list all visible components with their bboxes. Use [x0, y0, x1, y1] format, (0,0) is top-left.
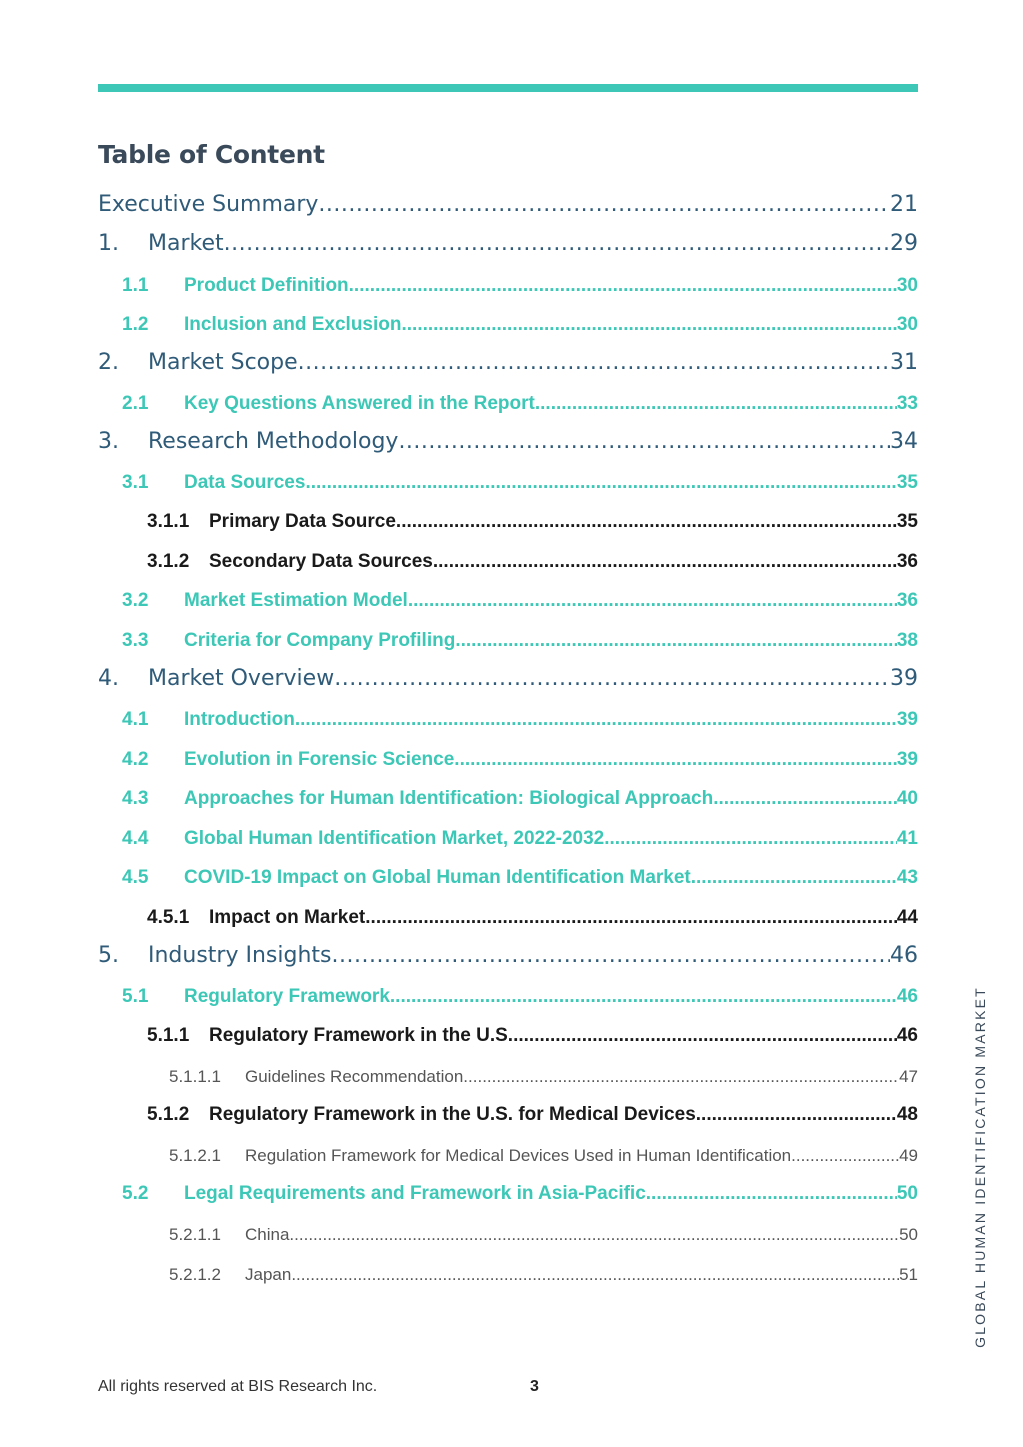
toc-entry-title: Introduction	[184, 709, 295, 730]
toc-entry-number: 2.1	[122, 393, 149, 414]
toc-leader-dots	[398, 429, 890, 454]
toc-entry-page: 35	[896, 511, 918, 532]
toc-entry[interactable]	[98, 231, 918, 256]
toc-leader-dots	[696, 1104, 897, 1126]
toc-leader-dots	[401, 314, 896, 336]
toc-leader-dots	[390, 986, 897, 1008]
toc-entry[interactable]	[169, 1225, 918, 1245]
toc-leader-dots	[318, 192, 890, 217]
toc-entry-number: 5.2	[122, 1183, 149, 1204]
toc-entry-page: 43	[896, 867, 918, 888]
toc-entry-number: 3.1	[122, 472, 149, 493]
toc-entry-number: 4.3	[122, 788, 149, 809]
toc-leader-dots	[463, 1067, 899, 1087]
toc-entry-title: Inclusion and Exclusion	[184, 314, 402, 335]
toc-entry-page: 46	[896, 1025, 918, 1046]
footer-copyright: All rights reserved at BIS Research Inc.	[98, 1378, 378, 1395]
toc-entry[interactable]	[98, 350, 918, 375]
toc-entry-title: Industry Insights	[148, 943, 332, 968]
toc-entry-page: 44	[896, 907, 918, 928]
toc-entry[interactable]	[122, 314, 918, 336]
toc-entry-title: Regulatory Framework in the U.S. for Medical Devices	[209, 1104, 696, 1125]
toc-entry-number: 3.	[98, 429, 119, 454]
toc-leader-dots	[224, 231, 890, 256]
toc-entry-title: Key Questions Answered in the Report	[184, 393, 535, 414]
toc-entry-page: 40	[896, 788, 918, 809]
toc-entry-title: Regulatory Framework	[184, 986, 390, 1007]
toc-entry-number: 5.1	[122, 986, 149, 1007]
toc-entry[interactable]	[122, 630, 918, 652]
toc-entry-number: 4.2	[122, 749, 149, 770]
toc-leader-dots	[604, 828, 897, 850]
toc-entry-page: 46	[896, 986, 918, 1007]
toc-entry-page: 48	[896, 1104, 918, 1125]
toc-entry-number: 4.1	[122, 709, 149, 730]
toc-leader-dots	[455, 630, 897, 652]
toc-entry[interactable]	[122, 709, 918, 731]
toc-entry-number: 4.5	[122, 867, 149, 888]
toc-entry[interactable]	[169, 1146, 918, 1166]
toc-leader-dots	[713, 788, 897, 810]
toc-entry-title: Approaches for Human Identification: Biological Approach	[184, 788, 714, 809]
toc-leader-dots	[305, 472, 896, 494]
toc-entry-title: Product Definition	[184, 275, 349, 296]
toc-leader-dots	[791, 1146, 899, 1166]
toc-entry-page: 39	[896, 709, 918, 730]
toc-entry[interactable]	[147, 1104, 918, 1126]
toc-entry-page: 36	[896, 590, 918, 611]
toc-entry[interactable]	[122, 393, 918, 415]
toc-entry[interactable]	[147, 1025, 918, 1047]
toc-entry[interactable]	[169, 1067, 918, 1087]
toc-leader-dots	[408, 590, 897, 612]
toc-entry-title: Evolution in Forensic Science	[184, 749, 455, 770]
toc-entry-number: 4.	[98, 666, 119, 691]
toc-entry-page: 30	[896, 314, 918, 335]
toc-entry[interactable]	[122, 472, 918, 494]
toc-entry-number: 3.3	[122, 630, 149, 651]
toc-entry-page: 51	[899, 1265, 918, 1284]
toc-entry[interactable]	[98, 192, 918, 217]
toc-entry-page: 50	[899, 1225, 918, 1244]
toc-entry-number: 4.5.1	[147, 907, 190, 928]
toc-entry-page: 35	[896, 472, 918, 493]
toc-leader-dots	[646, 1183, 897, 1205]
toc-entry-number: 3.2	[122, 590, 149, 611]
toc-entry-page: 30	[896, 275, 918, 296]
toc-entry-number: 1.1	[122, 275, 149, 296]
toc-leader-dots	[295, 709, 897, 731]
toc-entry[interactable]	[122, 1183, 918, 1205]
toc-entry-title: Primary Data Source	[209, 511, 396, 532]
toc-entry-page: 39	[896, 749, 918, 770]
toc-entry[interactable]	[98, 666, 918, 691]
side-report-label: GLOBAL HUMAN IDENTIFICATION MARKET	[972, 986, 988, 1348]
toc-entry-title: Regulation Framework for Medical Devices Used in Human Identification	[245, 1146, 792, 1165]
toc-entry-page: 21	[890, 192, 918, 217]
toc-entry-title: Research Methodology	[148, 429, 399, 454]
toc-leader-dots	[691, 867, 897, 889]
toc-entry-page: 36	[896, 551, 918, 572]
toc-entry[interactable]	[122, 867, 918, 889]
toc-entry-title: Impact on Market	[209, 907, 366, 928]
toc-entry-page: 39	[890, 666, 918, 691]
toc-entry-page: 38	[896, 630, 918, 651]
toc-entry-title: Market	[148, 231, 224, 256]
toc-entry-number: 3.1.1	[147, 511, 190, 532]
toc-entry-number: 3.1.2	[147, 551, 190, 572]
toc-entry-title: Legal Requirements and Framework in Asia-Pacific	[184, 1183, 646, 1204]
toc-entry[interactable]	[147, 907, 918, 929]
toc-leader-dots	[454, 749, 897, 771]
toc-entry[interactable]	[98, 429, 918, 454]
toc-entry-page: 47	[899, 1067, 918, 1086]
toc-leader-dots	[332, 943, 891, 968]
toc-entry-title: China	[245, 1225, 290, 1244]
toc-entry-number: 4.4	[122, 828, 149, 849]
toc-entry-page: 29	[890, 231, 918, 256]
toc-entry-number: 5.2.1.2	[169, 1265, 221, 1284]
toc-leader-dots	[291, 1265, 899, 1285]
toc-leader-dots	[433, 551, 897, 573]
toc-entry-number: 5.1.2	[147, 1104, 190, 1125]
toc-entry[interactable]	[147, 511, 918, 533]
toc-leader-dots	[396, 511, 897, 533]
toc-entry-page: 31	[890, 350, 918, 375]
toc-leader-dots	[365, 907, 897, 929]
toc-entry[interactable]	[122, 749, 918, 771]
toc-entry-number: 5.1.2.1	[169, 1146, 221, 1165]
toc-entry-title: COVID-19 Impact on Global Human Identification Market	[184, 867, 691, 888]
toc-entry-title: Global Human Identification Market, 2022-2032	[184, 828, 605, 849]
toc-entry[interactable]	[122, 590, 918, 612]
toc-leader-dots	[289, 1225, 899, 1245]
toc-entry-title: Data Sources	[184, 472, 306, 493]
toc-entry-title: Regulatory Framework in the U.S	[209, 1025, 508, 1046]
toc-entry-page: 49	[899, 1146, 918, 1165]
toc-leader-dots	[349, 275, 897, 297]
toc-entry-page: 41	[896, 828, 918, 849]
toc-leader-dots	[535, 393, 897, 415]
toc-entry[interactable]	[122, 788, 918, 810]
toc-entry-title: Guidelines Recommendation	[245, 1067, 464, 1086]
toc-entry-number: 5.2.1.1	[169, 1225, 221, 1244]
toc-entry[interactable]	[169, 1265, 918, 1285]
toc-entry[interactable]	[98, 943, 918, 968]
toc-entry-title: Secondary Data Sources	[209, 551, 433, 572]
toc-entry-title: Criteria for Company Profiling	[184, 630, 456, 651]
toc-entry-page: 33	[896, 393, 918, 414]
toc-entry-number: 5.	[98, 943, 119, 968]
toc-entry-title: Market Overview	[148, 666, 335, 691]
toc-leader-dots	[508, 1025, 897, 1047]
toc-entry-number: 2.	[98, 350, 119, 375]
toc-leader-dots	[334, 666, 890, 691]
toc-entry-page: 50	[896, 1183, 918, 1204]
footer-page-number: 3	[530, 1378, 539, 1395]
toc-entry-title: Market Scope	[148, 350, 298, 375]
toc-entry-page: 46	[890, 943, 918, 968]
toc-entry-number: 5.1.1.1	[169, 1067, 221, 1086]
toc-entry-page: 34	[890, 429, 918, 454]
toc-entry[interactable]	[122, 828, 918, 850]
toc-entry-number: 5.1.1	[147, 1025, 190, 1046]
page-title: Table of Content	[98, 140, 325, 169]
toc-entry[interactable]	[147, 551, 918, 573]
toc-entry-number: 1.	[98, 231, 119, 256]
toc-entry[interactable]	[122, 986, 918, 1008]
toc-entry-title: Executive Summary	[98, 192, 319, 217]
toc-leader-dots	[298, 350, 890, 375]
toc-entry-title: Market Estimation Model	[184, 590, 408, 611]
toc-entry-title: Japan	[245, 1265, 292, 1284]
toc-entry-number: 1.2	[122, 314, 149, 335]
toc-entry[interactable]	[122, 275, 918, 297]
